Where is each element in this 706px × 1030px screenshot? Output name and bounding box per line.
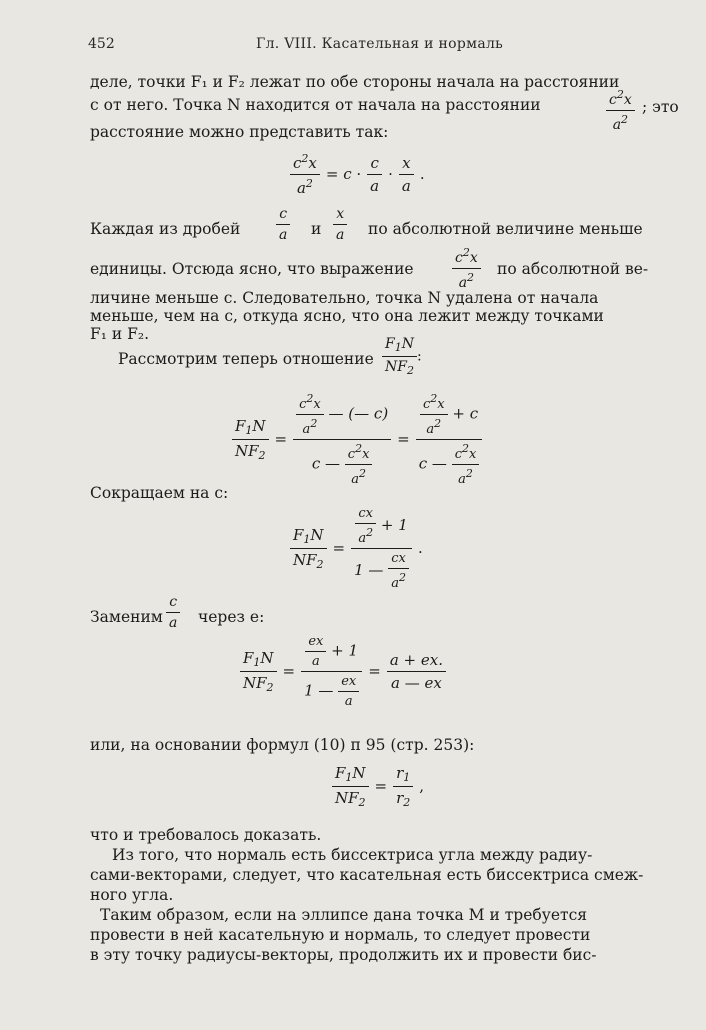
text-span: Заменим — [90, 608, 163, 626]
page-number: 452 — [88, 36, 115, 52]
paragraph-line: личине меньше c. Следовательно, точка N удалена от начала — [90, 289, 599, 307]
text-span: что и требовалось доказать. — [90, 826, 322, 844]
text-span: Рассмотрим теперь отношение — [118, 350, 374, 368]
text-span: и — [311, 220, 322, 238]
paragraph-line: Таким образом, если на эллипсе дана точка M и требуется — [100, 906, 588, 924]
fraction-f1n-nf2: $\frac{F_1N}{NF_2}$ : — [382, 336, 422, 377]
equation-1: $\frac{c^2x}{a^2}$ = c · $\frac{c}{a}$ · $\frac{x}{a}$ . — [290, 152, 431, 197]
text-span: или, на основании формул (10) п 95 (стр. 253): — [90, 736, 475, 754]
paragraph-line: меньше, чем на c, откуда ясно, что она лежит между точками — [90, 307, 604, 325]
equation-4: $\frac{F_1N}{NF_2}$ = $\frac{ex}{a}$ + 1 1 — $\frac{ex}{a}$ = $\frac{a + ex.}{a — ex}$ — [240, 634, 446, 709]
equation-5: $\frac{F_1N}{NF_2}$ = $\frac{r_1}{r_2}$ , — [332, 764, 430, 809]
text-span: Каждая из дробей — [90, 220, 241, 238]
text-span: единицы. Отсюда ясно, что выражение — [90, 260, 414, 278]
paragraph-line: сами-векторами, следует, что касательная есть биссектриса смеж- — [90, 866, 644, 884]
fraction-c-a: $\frac{c}{a}$ — [276, 206, 290, 243]
text-span: ; это — [642, 98, 679, 116]
paragraph-line — [90, 96, 541, 114]
running-title: Гл. VIII. Касательная и нормаль — [256, 36, 504, 52]
paragraph-line: ного угла. — [90, 886, 174, 904]
paragraph-line: в эту точку радиусы-векторы, продолжить их и провести бис- — [90, 946, 597, 964]
equation-3: $\frac{F_1N}{NF_2}$ = $\frac{cx}{a^2}$ + 1 1 — $\frac{cx}{a^2}$ . — [290, 506, 429, 591]
paragraph-line: расстояние можно представить так: — [90, 123, 389, 141]
equation-2: $\frac{F_1N}{NF_2}$ = $\frac{c^2x}{a^2}$ — (— c) c — $\frac{c^2x}{a^2}$ = $\frac{c^2x}{a^2}$ + c c — $\frac{c^2x}{a^2}$ — [232, 392, 482, 487]
text-span: по абсолютной ве- — [497, 260, 649, 278]
text-span: c от него. Точка N находится от начала на расстоянии — [90, 96, 541, 114]
paragraph-line: Из того, что нормаль есть биссектриса угла между радиу- — [112, 846, 593, 864]
paragraph-line: F₁ и F₂. — [90, 325, 150, 343]
fraction-c2x-a2: $\frac{c^2x}{a^2}$ — [452, 246, 481, 291]
text-span: через e: — [198, 608, 265, 626]
fraction-c-a: $\frac{c}{a}$ — [166, 594, 180, 631]
paragraph-line: деле, точки F₁ и F₂ лежат по обе стороны начала на расстоянии — [90, 73, 620, 91]
fraction-c2x-a2: $\frac{c^2x}{a^2}$ — [606, 88, 635, 133]
paragraph-line: провести в ней касательную и нормаль, то следует провести — [90, 926, 591, 944]
fraction-x-a: $\frac{x}{a}$ — [333, 206, 347, 243]
text-span: Сокращаем на c: — [90, 484, 229, 502]
text-span: по абсолютной величине меньше — [368, 220, 643, 238]
